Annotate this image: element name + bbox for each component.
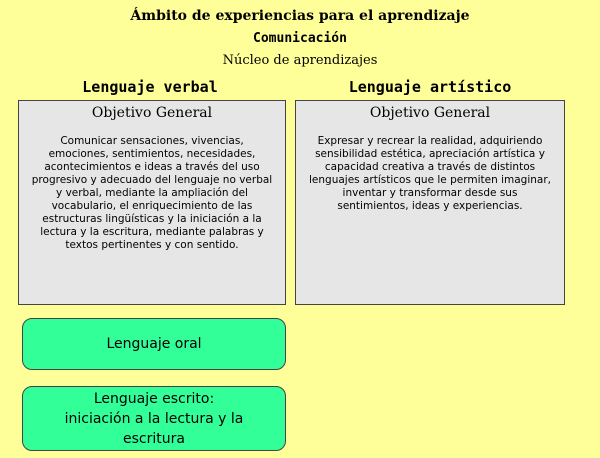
heading-nucleo: Núcleo de aprendizajes bbox=[222, 53, 378, 68]
objective-box-artistico bbox=[295, 100, 565, 305]
lenguaje-escrito-label: Lenguaje escrito: iniciación a la lectura y la escritura bbox=[64, 390, 244, 447]
heading-comunicacion: Comunicación bbox=[253, 31, 347, 46]
objective-box-verbal bbox=[18, 100, 286, 305]
lenguaje-oral-label: Lenguaje oral bbox=[106, 336, 202, 352]
lenguaje-escrito-button[interactable] bbox=[22, 386, 286, 451]
section-title-lenguaje-artistico: Lenguaje artístico bbox=[348, 78, 512, 96]
objective-text: Comunicar sensaciones, vivencias, emociones, sentimientos, necesidades, acontecimientos e ideas a través del uso progresivo y adecuado del lenguaje no verbal y verbal, mediante la ampliación del vocabulario, el enriquecimiento de las estructuras lingüísticas y la iniciación a la lectura y la escritura, mediante palabras y textos pertinentes y con sentido. bbox=[31, 135, 273, 251]
heading-ambito: Ámbito de experiencias para el aprendizaje bbox=[130, 8, 470, 24]
objective-heading: Objetivo General bbox=[91, 105, 213, 121]
objective-heading: Objetivo General bbox=[369, 105, 491, 121]
lenguaje-oral-button[interactable] bbox=[22, 318, 286, 370]
objective-text: Expresar y recrear la realidad, adquiriendo sensibilidad estética, apreciación artística y capacidad creativa a través de distintos lenguajes artísticos que le permiten imaginar, inventar y transformar desde sus sentimientos, ideas y experiencias. bbox=[309, 135, 551, 212]
section-title-lenguaje-verbal: Lenguaje verbal bbox=[82, 78, 218, 96]
